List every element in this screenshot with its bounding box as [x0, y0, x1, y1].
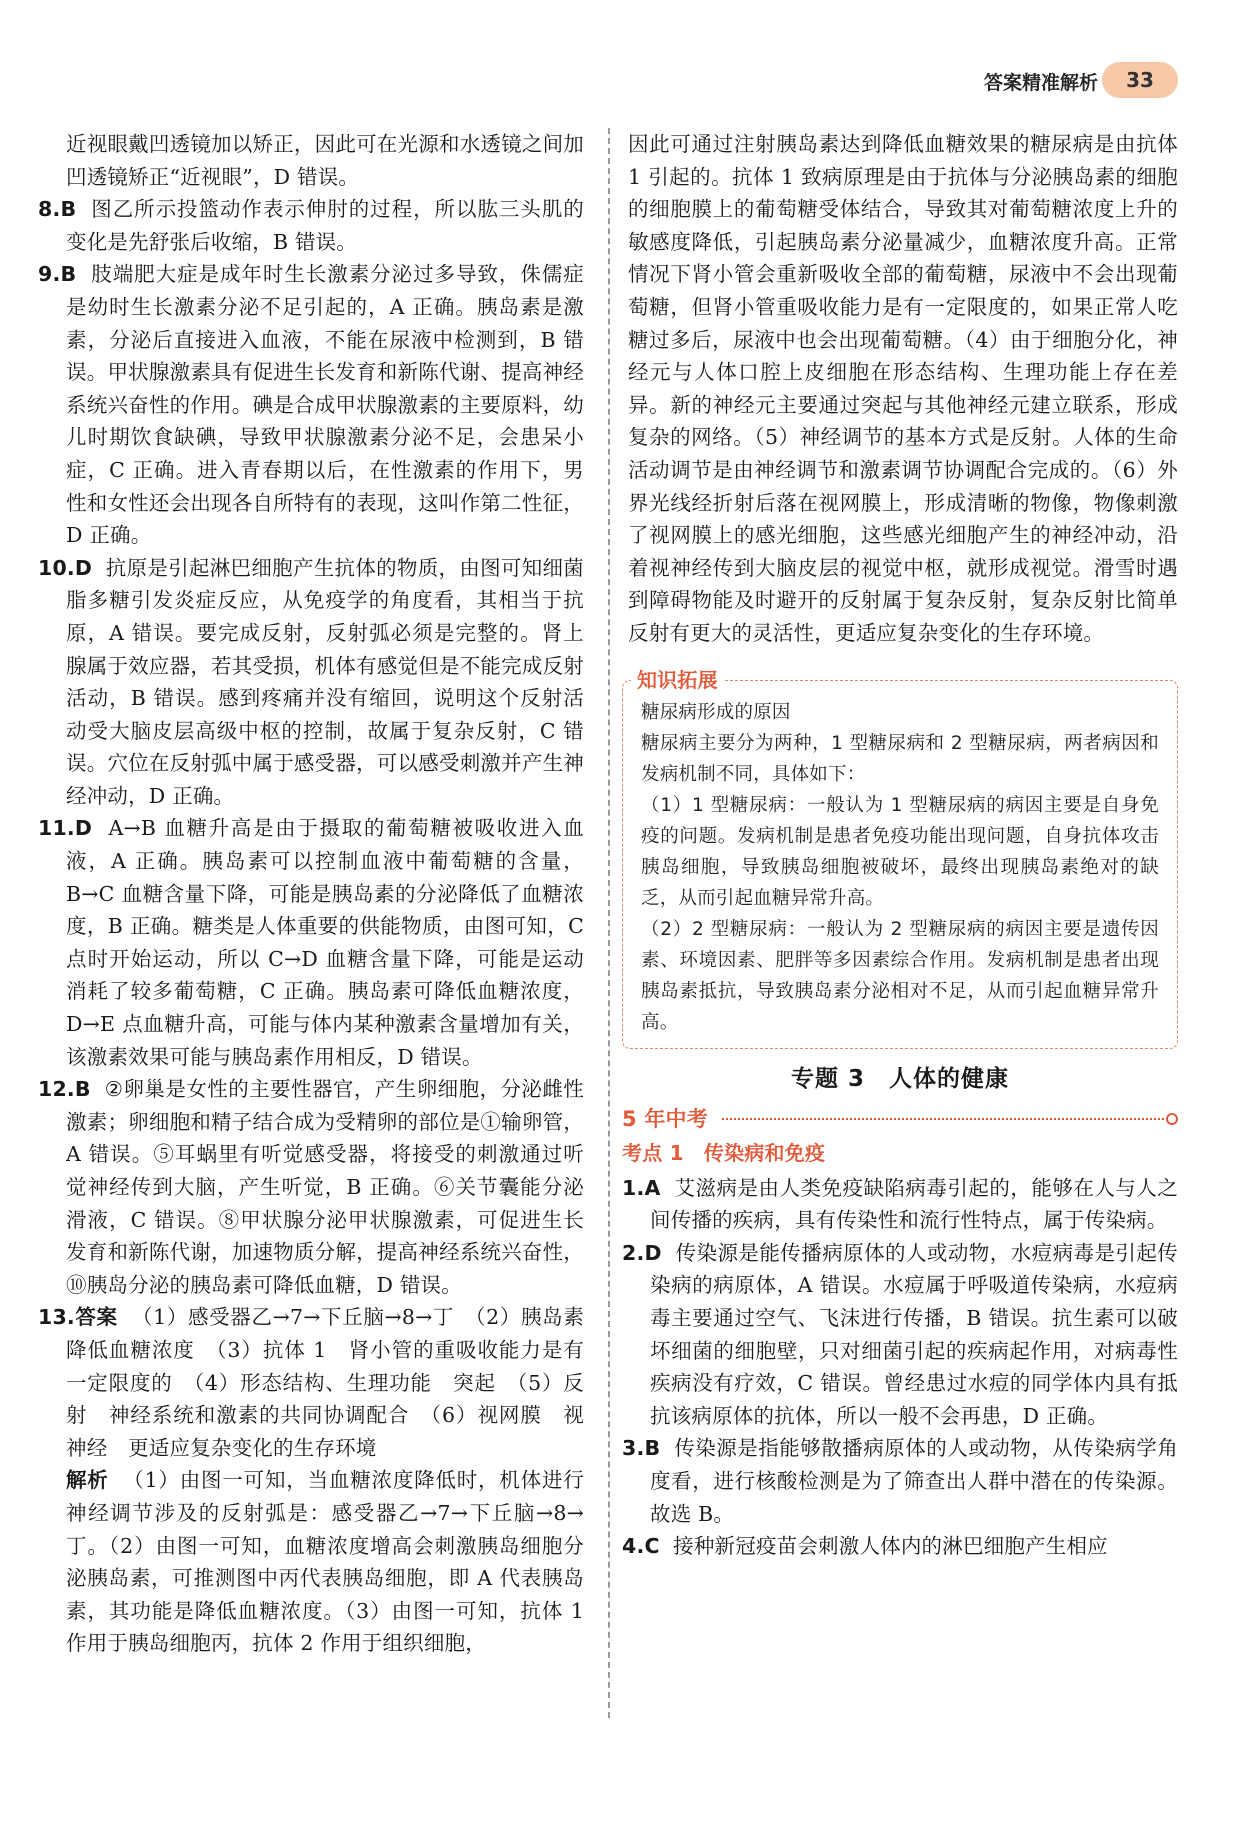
item-text: 艾滋病是由人类免疫缺陷病毒引起的，能够在人与人之间传播的疾病，具有传染性和流行性特点，属于传染病。 — [650, 1175, 1178, 1233]
left-continuation: 近视眼戴凹透镜加以矫正，因此可在光源和水透镜之间加凹透镜矫正“近视眼”，D 错误。 — [66, 132, 584, 189]
page-number-badge: 33 — [1102, 62, 1178, 98]
answer-item-13 — [38, 1301, 605, 1464]
item-text: ②卵巢是女性的主要性器官，产生卵细胞，分泌雌性激素；卵细胞和精子结合成为受精卵的部位是①输卵管，A 错误。⑤耳蜗里有听觉感受器，将接受的刺激通过听觉神经传到大脑，产生听觉，B 正确。⑥关节囊能分泌滑液，C 错误。⑧甲状腺分泌甲状腺激素，可促进生长发育和新陈代谢，加速物质分解，提高神经系统兴奋性，⑩胰岛分泌的胰岛素可降低血糖，D 错误。 — [66, 1077, 584, 1297]
knowledge-box-line: （1）1 型糖尿病：一般认为 1 型糖尿病的病因主要是自身免疫的问题。发病机制是患者免疫功能出现问题，自身抗体攻击胰岛细胞，导致胰岛细胞被破坏，最终出现胰岛素绝对的缺乏，从而引起血糖异常升高。 — [641, 794, 1159, 909]
page-header — [0, 58, 1250, 106]
answer-item-9 — [38, 258, 584, 551]
item-number: 4.C — [622, 1534, 660, 1559]
item-text: 传染源是指能够散播病原体的人或动物，从传染病学角度看，进行核酸检测是为了筛查出人群中潜在的传染源。故选 B。 — [650, 1436, 1178, 1526]
item-number: 9.B — [38, 262, 77, 287]
exam-point-title: 考点 1 传染病和免疫 — [622, 1141, 826, 1166]
item-number: 1.A — [622, 1175, 661, 1200]
answer-item-8 — [38, 193, 584, 258]
item-text: A→B 血糖升高是由于摄取的葡萄糖被吸收进入血液，A 正确。胰岛素可以控制血液中葡萄糖的含量，B→C 血糖含量下降，可能是胰岛素的分泌降低了血糖浓度，B 正确。糖类是人体重要的供能物质，由图可知，C 点时开始运动，所以 C→D 血糖含量下降，可能是运动消耗了较多葡萄糖，C 正确。胰岛素可降低血糖浓度，D→E 点血糖升高，可能与体内某种激素含量增加有关，该激素效果可能与胰岛素作用相反，D 错误。 — [66, 816, 584, 1069]
item-text: 接种新冠疫苗会刺激人体内的淋巴细胞产生相应 — [673, 1534, 1108, 1559]
knowledge-box-line: （2）2 型糖尿病：一般认为 2 型糖尿病的病因主要是遗传因素、环境因素、肥胖等多因素综合作用。发病机制是患者出现胰岛素抵抗，导致胰岛素分泌相对不足，从而引起血糖异常升高。 — [641, 918, 1159, 1033]
analysis-label: 解析 — [66, 1468, 109, 1493]
item-number: 8.B — [38, 197, 77, 222]
answer-item-12 — [38, 1073, 584, 1301]
item-text: 抗原是引起淋巴细胞产生抗体的物质，由图可知细菌脂多糖引发炎症反应，从免疫学的角度看，其相当于抗原，A 错误。要完成反射，反射弧必须是完整的。肾上腺属于效应器，若其受损，机体有感觉但是不能完成反射活动，B 错误。感到疼痛并没有缩回，说明这个反射活动受大脑皮层高级中枢的控制，故属于复杂反射，C 错误。穴位在反射弧中属于感受器，可以感受刺激并产生神经冲动，D 正确。 — [66, 555, 584, 808]
item-number: 13. — [38, 1305, 75, 1330]
right-continuation: 因此可通过注射胰岛素达到降低血糖效果的糖尿病是由抗体 1 引起的。抗体 1 致病原理是由于抗体与分泌胰岛素的细胞的细胞膜上的葡萄糖受体结合，导致其对葡萄糖浓度上升的敏感度降低，引起胰岛素分泌量减少，血糖浓度升高。正常情况下肾小管会重新吸收全部的葡萄糖，尿液中不会出现葡萄糖，但肾小管重吸收能力是有一定限度的，如果正常人吃糖过多后，尿液中也会出现葡萄糖。（4）由于细胞分化，神经元与人体口腔上皮细胞在形态结构、生理功能上存在差异。新的神经元主要通过突起与其他神经元建立联系，形成复杂的网络。（5）神经调节的基本方式是反射。人体的生命活动调节是由神经调节和激素调节协调配合完成的。（6）外界光线经折射后落在视网膜上，形成清晰的物像，物像刺激了视网膜上的感光细胞，这些感光细胞产生的神经冲动，沿着视神经传到大脑皮层的视觉中枢，就形成视觉。滑雪时遇到障碍物能及时避开的反射属于复杂反射，复杂反射比简单反射有更大的灵活性，更适应复杂变化的生存环境。 — [628, 132, 1178, 645]
item-number: 3.B — [622, 1436, 661, 1461]
right-column — [622, 128, 1178, 1563]
item-text: 传染源是能传播病原体的人或动物，水痘病毒是引起传染病的病原体，A 错误。水痘属于呼吸道传染病，水痘病毒主要通过空气、飞沫进行传播，B 错误。抗生素可以破坏细菌的细胞壁，只对细菌引起的疾病起作用，对病毒性疾病没有疗效，C 错误。曾经患过水痘的同学体内具有抵抗该病原体的抗体，所以一般不会再患，D 正确。 — [650, 1240, 1178, 1428]
answer-item-2 — [622, 1237, 1178, 1433]
section-divider-line — [722, 1118, 1168, 1120]
analysis-text: （1）由图一可知，当血糖浓度降低时，机体进行神经调节涉及的反射弧是：感受器乙→7→下丘脑→8→丁。（2）由图一可知，血糖浓度增高会刺激胰岛细胞分泌胰岛素，可推测图中丙代表胰岛细胞，即 A 代表胰岛素，其功能是降低血糖浓度。（3）由图一可知，抗体 1 作用于胰岛细胞丙，抗体 2 作用于组织细胞， — [66, 1468, 584, 1656]
analysis-paragraph — [38, 1464, 584, 1660]
section-bar — [622, 1103, 1178, 1137]
section-label: 5 年中考 — [622, 1107, 708, 1132]
item-text: 图乙所示投篮动作表示伸肘的过程，所以肱三头肌的变化是先舒张后收缩，B 错误。 — [66, 197, 584, 254]
answer-label: 答案 — [74, 1305, 118, 1330]
item-number: 12.B — [38, 1077, 91, 1102]
left-column — [38, 128, 605, 1660]
answer-item-3 — [622, 1432, 1178, 1530]
item-number: 10.D — [38, 555, 93, 580]
answer-item-4 — [622, 1530, 1178, 1563]
column-divider — [608, 128, 610, 1718]
answer-item-10 — [38, 552, 584, 813]
answer-item-1 — [622, 1172, 1178, 1237]
answer-item-11 — [38, 812, 584, 1073]
answer-text: （1）感受器乙→7→下丘脑→8→丁 （2）胰岛素 降低血糖浓度 （3）抗体 1 肾小管的重吸收能力是有一定限度的 （4）形态结构、生理功能 突起 （5）反射 神经系统和激素的共同协调配合 （6）视网膜 视神经 更适应复杂变化的生存环境 — [66, 1305, 605, 1460]
knowledge-box-title: 知识拓展 — [631, 665, 724, 696]
item-number: 11.D — [38, 816, 93, 841]
knowledge-extension-box — [622, 667, 1178, 1049]
knowledge-box-line: 糖尿病主要分为两种，1 型糖尿病和 2 型糖尿病，两者病因和发病机制不同，具体如下： — [641, 732, 1159, 785]
chapter-title: 专题 3 人体的健康 — [790, 1065, 1009, 1092]
header-title: 答案精准解析 — [983, 72, 1098, 94]
section-end-dot-icon — [1166, 1113, 1178, 1125]
item-text: 肢端肥大症是成年时生长激素分泌过多导致，侏儒症是幼时生长激素分泌不足引起的，A 正确。胰岛素是激素，分泌后直接进入血液，不能在尿液中检测到，B 错误。甲状腺激素具有促进生长发育和新陈代谢、提高神经系统兴奋性的作用。碘是合成甲状腺激素的主要原料，幼儿时期饮食缺碘，导致甲状腺激素分泌不足，会患呆小症，C 正确。进入青春期以后，在性激素的作用下，男性和女性还会出现各自所特有的表现，这叫作第二性征，D 正确。 — [66, 262, 584, 548]
item-number: 2.D — [622, 1240, 662, 1265]
knowledge-box-heading: 糖尿病形成的原因 — [641, 701, 791, 723]
